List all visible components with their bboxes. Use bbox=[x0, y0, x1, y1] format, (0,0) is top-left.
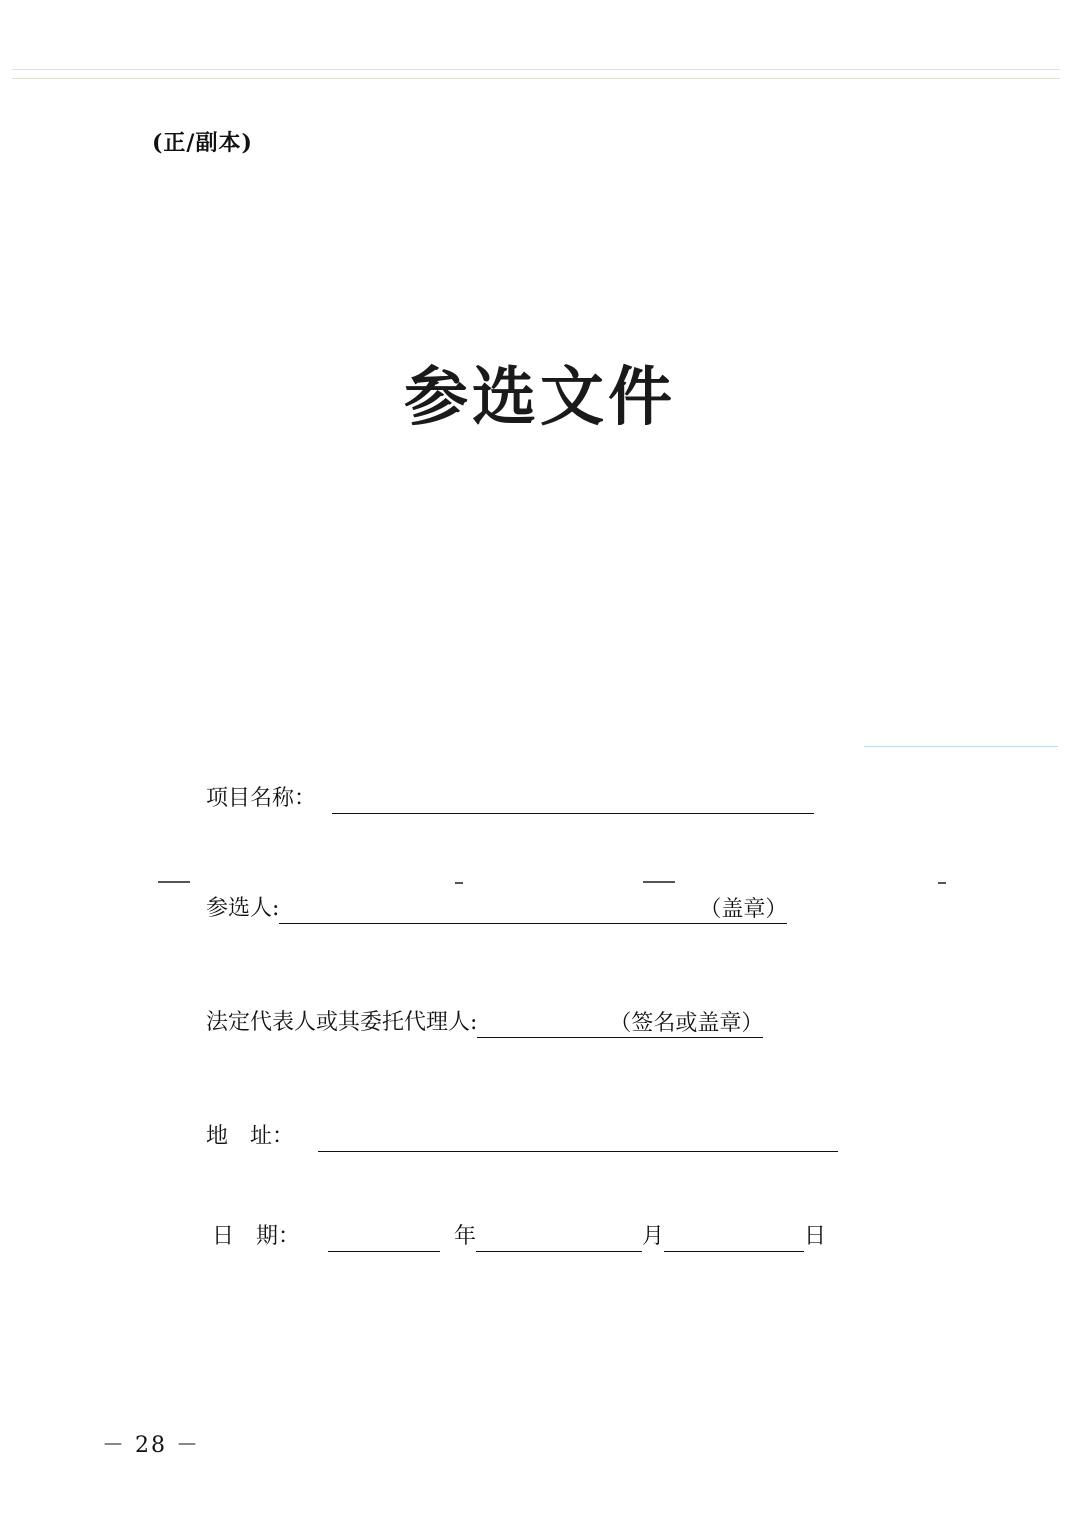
representative-sign-note: （签名或盖章） bbox=[609, 1011, 764, 1036]
address-field[interactable] bbox=[318, 1127, 838, 1152]
date-year-field[interactable] bbox=[328, 1227, 440, 1252]
date-day-field[interactable] bbox=[664, 1227, 804, 1252]
representative-field[interactable] bbox=[477, 1013, 609, 1038]
copy-mark: (正/副本) bbox=[152, 130, 253, 156]
date-month-field[interactable] bbox=[476, 1227, 642, 1252]
scan-top-line-secondary bbox=[12, 78, 1060, 79]
bidder-label: 参选人: bbox=[206, 896, 280, 921]
date-year-label: 年 bbox=[454, 1224, 477, 1249]
address-row bbox=[206, 1122, 838, 1152]
scan-edge-mark bbox=[864, 746, 1058, 747]
date-row bbox=[212, 1222, 826, 1252]
address-label: 地 址： bbox=[206, 1124, 295, 1149]
bidder-seal-note: （盖章） bbox=[699, 897, 788, 922]
date-label: 日 期： bbox=[212, 1224, 301, 1249]
representative-label: 法定代表人或其委托代理人: bbox=[206, 1010, 478, 1035]
project-name-label: 项目名称： bbox=[206, 786, 317, 811]
page-title: 参选文件 bbox=[404, 361, 676, 435]
scan-speck bbox=[158, 881, 190, 883]
date-day-label: 日 bbox=[804, 1224, 827, 1249]
scan-speck bbox=[455, 882, 463, 884]
project-name-field[interactable] bbox=[332, 789, 814, 814]
scan-speck bbox=[938, 882, 946, 884]
scan-top-line bbox=[12, 69, 1060, 70]
date-month-label: 月 bbox=[642, 1224, 665, 1249]
project-name-row bbox=[206, 784, 814, 814]
representative-row bbox=[206, 1008, 763, 1038]
bidder-row bbox=[206, 894, 787, 924]
bidder-field[interactable] bbox=[279, 899, 699, 924]
scan-speck bbox=[643, 881, 675, 883]
page-number: － 28 － bbox=[102, 1433, 200, 1458]
